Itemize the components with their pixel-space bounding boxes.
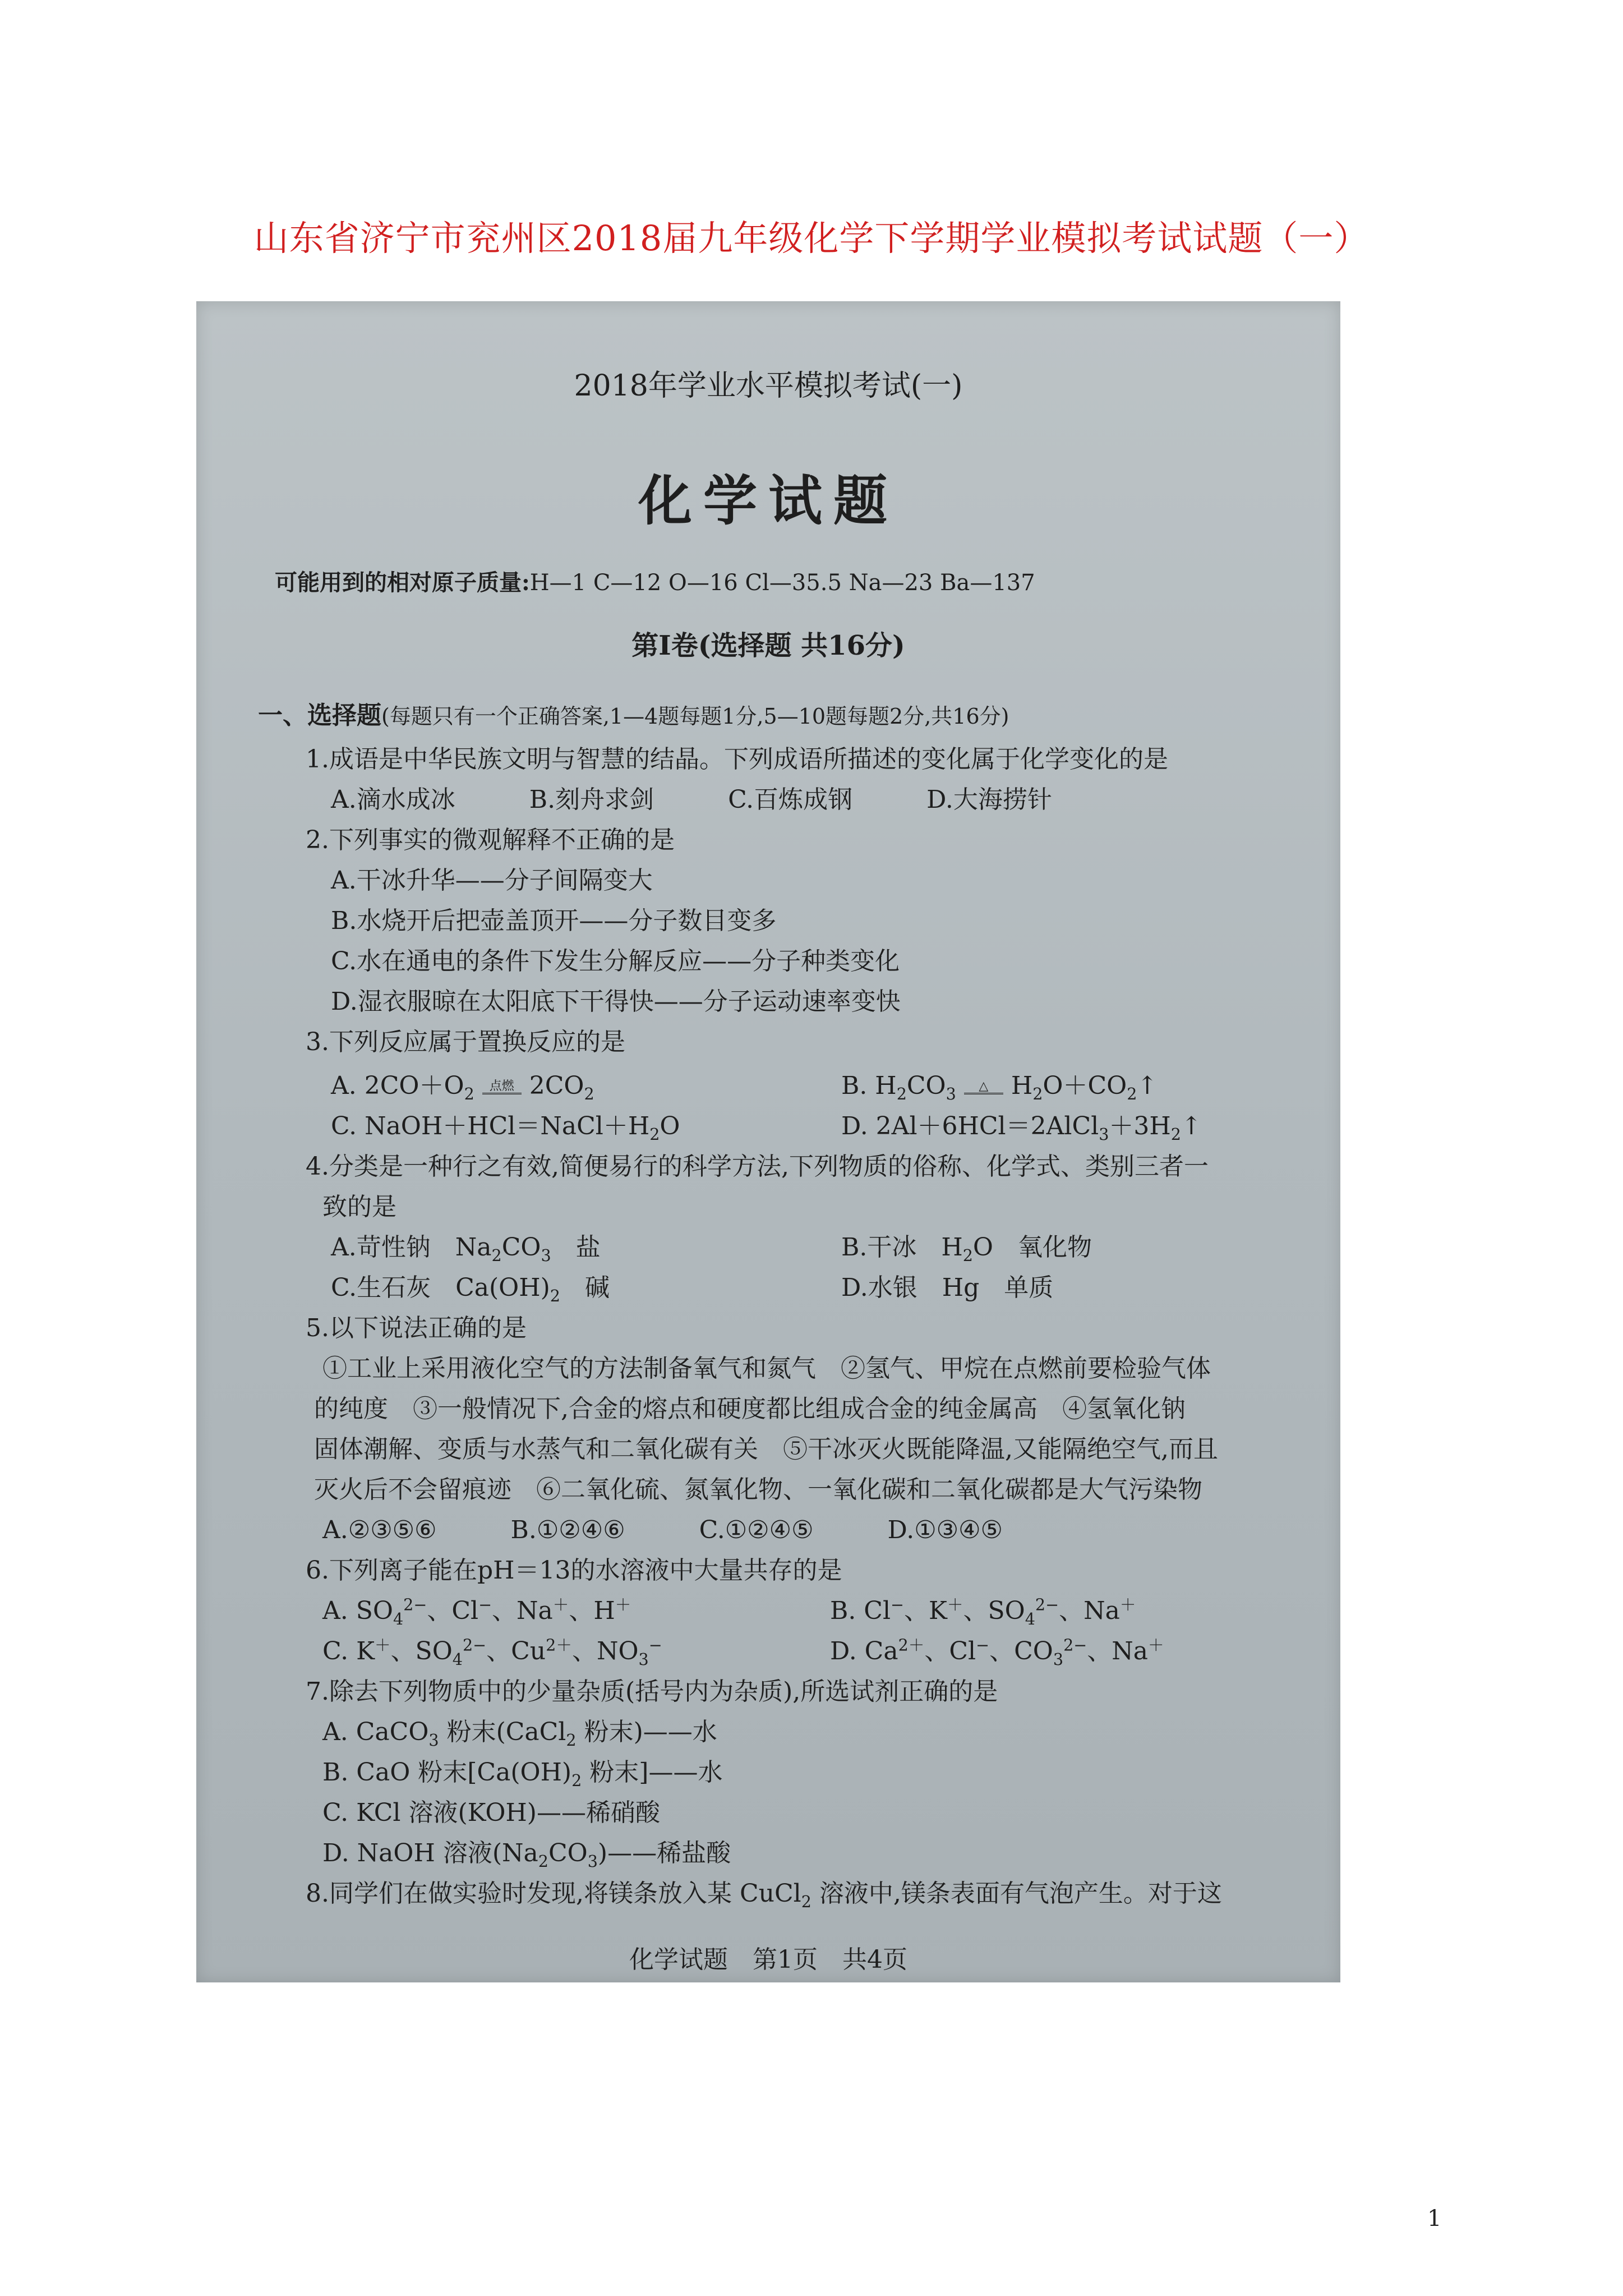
question-line: A.干冰升华——分子间隔变大 — [331, 866, 653, 895]
question-line: ①工业上采用液化空气的方法制备氧气和氮气 ②氢气、甲烷在点燃前要检验气体 — [322, 1354, 1211, 1383]
question-line: 2.下列事实的微观解释不正确的是 — [306, 826, 675, 854]
section-heading-note: (每题只有一个正确答案,1—4题每题1分,5—10题每题2分,共16分) — [381, 704, 1009, 729]
question-line: 致的是 — [322, 1193, 396, 1221]
question-line: D. NaOH 溶液$(Na_2CO_3)——$稀盐酸 — [322, 1839, 731, 1871]
question-line: 灭火后不会留痕迹 ⑥二氧化硫、氮氧化物、一氧化碳和二氧化碳都是大气污染物 — [314, 1475, 1202, 1504]
section-heading — [258, 695, 1009, 731]
question-line: A.②③⑤⑥ B.①②④⑥ C.①②④⑤ D.①③④⑤ — [322, 1516, 1003, 1544]
atomic-masses-values: H—1 C—12 O—16 Cl—35.5 Na—23 Ba—137 — [529, 570, 1035, 596]
question-line: 固体潮解、变质与水蒸气和二氧化碳有关 ⑤干冰灭火既能降温,又能隔绝空气,而且 — [314, 1435, 1218, 1464]
document-title: 山东省济宁市兖州区2018届九年级化学下学期学业模拟考试试题（一） — [253, 218, 1370, 259]
question-line: 5.以下说法正确的是 — [306, 1314, 527, 1342]
question-line: D. $2Al+6HCl=2AlCl_3+3H_2↑$ — [841, 1112, 1202, 1144]
question-line: A.滴水成冰 B.刻舟求剑 C.百炼成钢 D.大海捞针 — [331, 785, 1052, 814]
question-line: B. CaO 粉末[$Ca(OH)_2$ 粉末]——水 — [322, 1758, 723, 1790]
question-line: A. $SO_4^{2-}$、Cl−、Na＋、H＋ — [322, 1595, 631, 1628]
question-line: A. CaCO$_3$ 粉末(CaCl$_2$ 粉末)——水 — [322, 1718, 717, 1750]
question-line: D. $Ca^{2+}$、Cl−、$CO_3^{2-}$、Na＋ — [830, 1635, 1164, 1669]
question-line: B. Cl−、K＋、$SO_4^{2-}$、Na＋ — [830, 1595, 1136, 1628]
question-line: 4.分类是一种行之有效,简便易行的科学方法,下列物质的俗称、化学式、类别三者一 — [306, 1152, 1209, 1181]
atomic-masses — [275, 565, 1035, 597]
question-line: A.苛性钠 $Na_2CO_3$ 盐 — [331, 1233, 601, 1265]
atomic-masses-label: 可能用到的相对原子质量: — [275, 569, 530, 596]
question-line: 1.成语是中华民族文明与智慧的结晶。下列成语所描述的变化属于化学变化的是 — [306, 745, 1168, 774]
question-line: D.水银 Hg 单质 — [841, 1273, 1054, 1302]
question-line: D.湿衣服晾在太阳底下干得快——分子运动速率变快 — [331, 987, 901, 1016]
page-footer: 化学试题 第1页 共4页 — [629, 1945, 907, 1974]
question-line: A. $2CO+O_2$ 点燃 $2CO_2$ — [331, 1071, 594, 1103]
question-line: 7.除去下列物质中的少量杂质(括号内为杂质),所选试剂正确的是 — [306, 1677, 998, 1706]
exam-title: 化学试题 — [638, 469, 898, 532]
scanned-exam-page — [196, 301, 1340, 1982]
page-number: 1 — [1427, 2206, 1442, 2231]
question-line: C.生石灰 $Ca(OH)_2$ 碱 — [331, 1273, 610, 1305]
question-line: B.水烧开后把壶盖顶开——分子数目变多 — [331, 907, 777, 935]
question-line: C. KCl 溶液(KOH)——稀硝酸 — [322, 1798, 660, 1827]
question-line: C.水在通电的条件下发生分解反应——分子种类变化 — [331, 947, 900, 976]
question-line: 的纯度 ③一般情况下,合金的熔点和硬度都比组成合金的纯金属高 ④氢氧化钠 — [314, 1395, 1186, 1423]
question-line: 3.下列反应属于置换反应的是 — [306, 1028, 625, 1056]
question-line: B. $H_2CO_3$ △ $H_2O+CO_2↑$ — [841, 1071, 1158, 1103]
section-heading-label: 一、选择题 — [258, 701, 381, 730]
question-line: B.干冰 $H_2O$ 氧化物 — [841, 1233, 1092, 1265]
part-title: 第Ⅰ卷(选择题 共16分) — [631, 630, 905, 661]
question-line: 8.同学们在做实验时发现,将镁条放入某 CuCl$_2$ 溶液中,镁条表面有气泡产生。对于这 — [306, 1879, 1222, 1911]
question-line: C. $NaOH+HCl=NaCl+H_2O$ — [331, 1112, 680, 1144]
exam-subtitle: 2018年学业水平模拟考试(一) — [574, 369, 963, 403]
question-line: C. K＋、$SO_4^{2-}$、$Cu^{2+}$、$NO_3^-$ — [322, 1635, 662, 1669]
question-line: 6.下列离子能在pH＝13的水溶液中大量共存的是 — [306, 1556, 842, 1585]
